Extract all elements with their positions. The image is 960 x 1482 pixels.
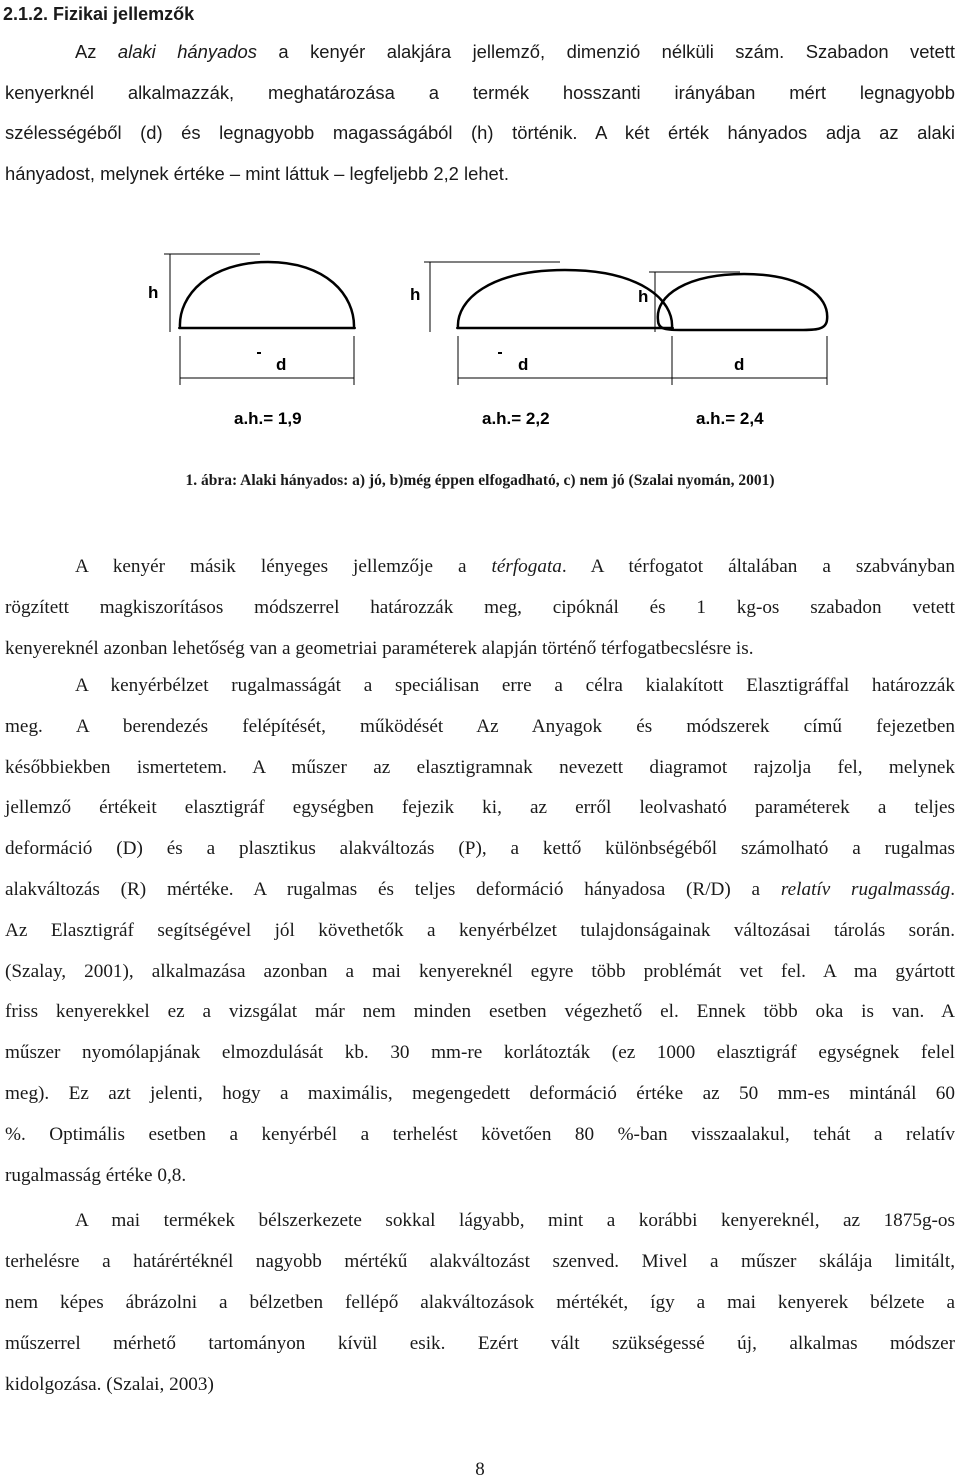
- h-label-1: h: [148, 283, 159, 302]
- paragraph-line: %. Optimális esetben a kenyérbél a terhelést követően 80 %-ban visszaalakul, tehát a relatív: [5, 1123, 955, 1145]
- paragraph-line: alakváltozás (R) mértéke. A rugalmas és teljes deformáció hányadosa (R/D) a relatív rugalmasság.: [5, 878, 955, 900]
- page-number: 8: [475, 1459, 485, 1480]
- d-label-3: d: [734, 355, 745, 374]
- paragraph-elastigraph: [5, 666, 955, 1196]
- shape-ratio-figure: [140, 240, 840, 440]
- paragraph-line: későbbiekben ismertetem. A műszer az elasztigramnak nevezett diagramot rajzolja fel, melynek: [5, 756, 955, 778]
- ratio-label-2: a.h.= 2,2: [482, 409, 550, 428]
- d-label-2: d: [518, 355, 529, 374]
- paragraph-line: deformáció (D) és a plasztikus alakváltozás (P), a kettő különbségéből számolható a rugalmas: [5, 838, 955, 860]
- italic-term: alaki hányados: [117, 41, 257, 62]
- figure-caption: 1. ábra: Alaki hányados: a) jó, b)még éppen elfogadható, c) nem jó (Szalai nyomán, 2001): [185, 472, 775, 489]
- paragraph-line: meg). Ez azt jelenti, hogy a maximális, megengedett deformáció értéke az 50 mm-es mintánál 60: [5, 1082, 955, 1104]
- paragraph-line: hányadost, melynek értéke – mint láttuk – legfeljebb 2,2 lehet.: [5, 162, 510, 184]
- paragraph-line: (Szalay, 2001), alkalmazása azonban a mai kenyereknél egyre több problémát vet fel. A ma gyártott: [5, 960, 955, 982]
- paragraph-line: meg. A berendezés felépítését, működését Az Anyagok és módszerek című fejezetben: [5, 715, 955, 737]
- paragraph-line: nem képes ábrázolni a bélzetben fellépő alakváltozások mértékét, így a mai kenyerek bélzete a: [5, 1292, 955, 1313]
- paragraph-line: rugalmasság értéke 0,8.: [5, 1164, 187, 1186]
- paragraph-line: Az alaki hányados a kenyér alakjára jellemző, dimenzió nélküli szám. Szabadon vetett: [75, 41, 955, 62]
- paragraph-line: friss kenyerekkel ez a vizsgálat már nem minden esetben végezhető el. Ennek több oka is van. A: [5, 1001, 955, 1023]
- ratio-label-3: a.h.= 2,4: [696, 409, 764, 428]
- section-heading: 2.1.2. Fizikai jellemzők: [3, 4, 195, 24]
- italic-term: térfogata: [491, 556, 562, 577]
- paragraph-volume: [5, 546, 955, 669]
- paragraph-line: A kenyér másik lényeges jellemzője a térfogata. A térfogatot általában a szabványban: [75, 556, 955, 577]
- h-label-3: h: [638, 287, 649, 306]
- paragraph-line: A kenyérbélzet rugalmasságát a speciálisan erre a célra kialakított Elasztigráffal határozzák: [75, 675, 955, 696]
- paragraph-line: rögzített magkiszorításos módszerrel határozzák meg, cipóknál és 1 kg-os szabadon vetett: [5, 597, 955, 618]
- paragraph-line: terhelésre a határértéknél nagyobb mértékű alakváltozást szenved. Mivel a műszer skálája limitált,: [5, 1251, 955, 1272]
- d-label-1: d: [276, 355, 287, 374]
- ratio-label-1: a.h.= 1,9: [234, 409, 302, 428]
- paragraph-line: kidolgozása. (Szalai, 2003): [5, 1374, 214, 1395]
- paragraph-line: kenyereknél azonban lehetőség van a geometriai paraméterek alapján történő térfogatbecslésre is.: [5, 638, 754, 659]
- paragraph-line: Az Elasztigráf segítségével jól követhetők a kenyérbélzet tulajdonságainak változásai tárolás során.: [5, 919, 955, 941]
- paragraph-line: A mai termékek bélszerkezete sokkal lágyabb, mint a korábbi kenyereknél, az 1875g-os: [75, 1210, 955, 1231]
- italic-term: relatív rugalmasság: [780, 878, 951, 900]
- paragraph-line: jellemző értékeit elasztigráf egységben fejezik ki, az erről leolvasható paraméterek a teljes: [5, 797, 955, 819]
- paragraph-new-method: [5, 1200, 955, 1405]
- bread-shape-3: [658, 274, 827, 330]
- bread-shape-1: [180, 262, 354, 328]
- paragraph-line: műszer nyomólapjának elmozdulását kb. 30 mm-re korlátozták (ez 1000 elasztigráf egységnek felel: [5, 1042, 955, 1064]
- h-label-2: h: [410, 285, 421, 304]
- paragraph-line: kenyerknél alkalmazzák, meghatározása a termék hosszanti irányában mért legnagyobb: [5, 81, 955, 103]
- paragraph-line: szélességéből (d) és legnagyobb magasságából (h) történik. A két érték hányados adja az alaki: [5, 122, 955, 143]
- paragraph-shape-ratio: [5, 32, 955, 194]
- paragraph-line: műszerrel mérhető tartományon kívül esik. Ezért vált szükségessé új, alkalmas módszer: [5, 1333, 955, 1354]
